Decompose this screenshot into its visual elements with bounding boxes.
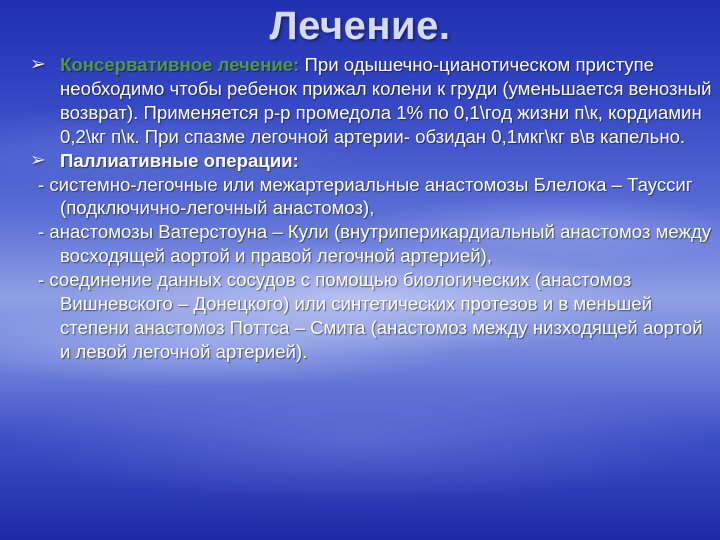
palliative-label: Паллиативные операции: (60, 149, 299, 171)
slide-title: Лечение. (269, 4, 451, 48)
bullet-palliative (30, 149, 712, 173)
list-item: - анастомозы Ватерстоуна – Кули (внутриперикардиальный анастомоз между восходящей аортой и правой легочной артерией), (38, 221, 712, 267)
bullet-conservative (30, 53, 712, 149)
list-item: - соединение данных сосудов с помощью биологических (анастомоз Вишневского – Донецкого) или синтетических протезов и в меньшей степени анастомоз Поттса – Смита (анастомоз между низходящей аортой и левой легочной артерией). (38, 269, 703, 362)
slide-content (30, 53, 712, 364)
arrow-bullet-icon: ➢ (30, 54, 46, 75)
arrow-bullet-icon: ➢ (30, 149, 46, 171)
conservative-label: Консервативное лечение: (60, 54, 300, 75)
list-item: - системно-легочные или межартериальные анастомозы Блелока – Тауссиг (подключично-легочный анастомоз), (38, 173, 693, 219)
conservative-text: При одышечно-цианотическом приступе необходимо чтобы ребенок прижал колени к груди (уменьшается венозный возврат). Применяется р-р промедола 1% по 0,1\год жизни п\к, кордиамин 0,2\кг п\к. При спазме легочной артерии- обзидан 0,1мкг\кг в\в капельно. (60, 54, 712, 147)
